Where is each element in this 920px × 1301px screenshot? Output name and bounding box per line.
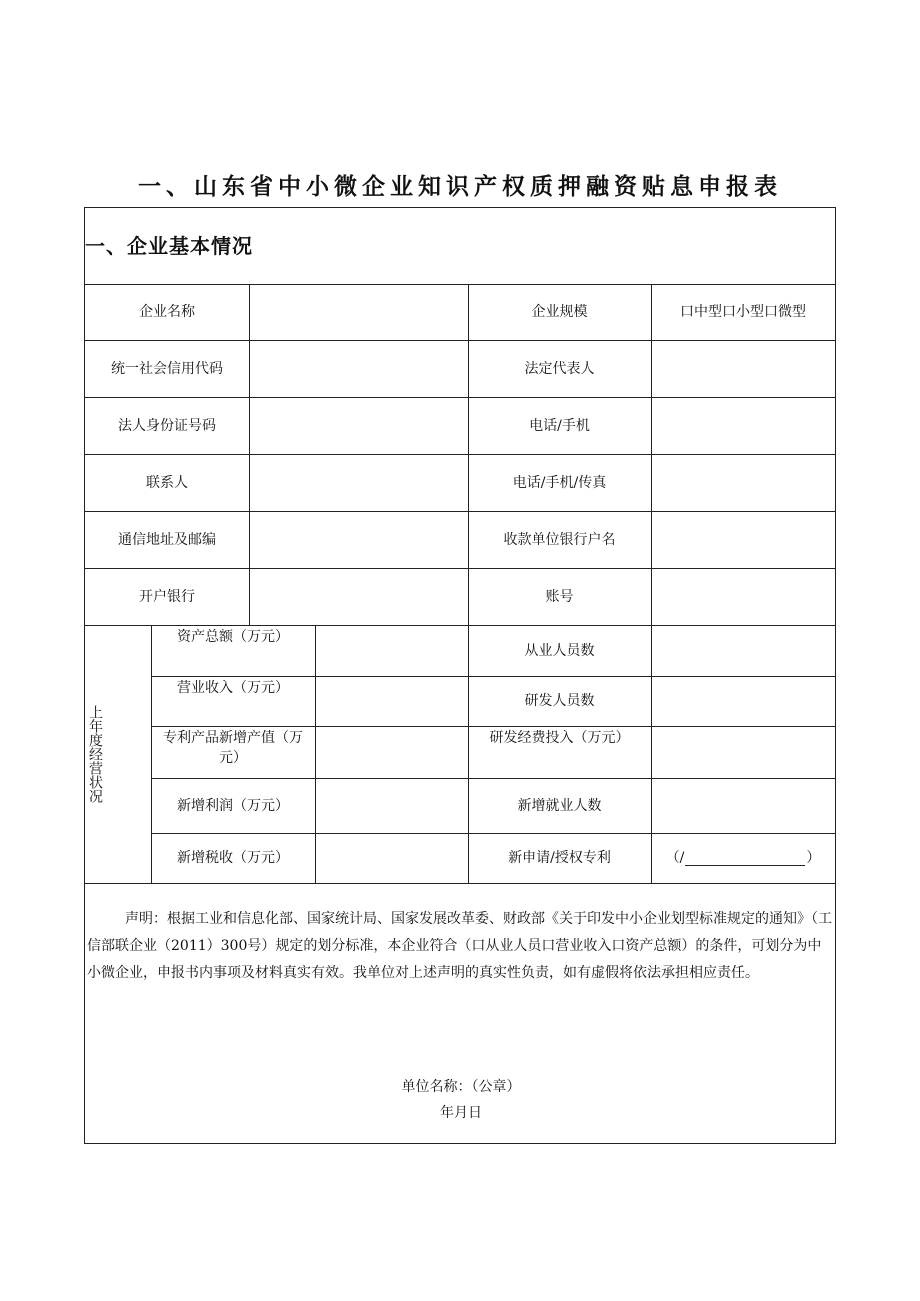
patent-blank-line[interactable] (685, 851, 805, 866)
input-rd-staff[interactable] (651, 676, 835, 726)
operations-group-label-text: 上年度经营状况 (87, 705, 103, 803)
label-bank-account-name: 收款单位银行户名 (503, 531, 616, 548)
label-patent-output: 专利产品新增产值（万元） (163, 730, 303, 766)
input-new-profit[interactable] (315, 778, 468, 833)
label-new-jobs: 新增就业人数 (517, 797, 602, 814)
label-legal-id: 法人身份证号码 (118, 417, 216, 434)
label-legal-phone: 电话/手机 (529, 417, 590, 434)
label-patents: 新申请/授权专利 (508, 850, 611, 866)
label-rd-staff: 研发人员数 (524, 693, 595, 709)
label-rd-investment: 研发经费投入（万元） (489, 730, 630, 746)
input-company-name[interactable] (249, 284, 468, 340)
application-form (84, 207, 836, 1144)
input-rd-investment[interactable] (651, 726, 835, 778)
input-credit-code[interactable] (249, 340, 468, 397)
label-company-name: 企业名称 (139, 304, 195, 320)
input-account-number[interactable] (651, 568, 835, 625)
input-total-assets[interactable] (315, 625, 468, 676)
label-account-number: 账号 (545, 588, 574, 605)
label-contact: 联系人 (146, 474, 188, 491)
label-new-tax: 新增税收（万元） (177, 850, 289, 866)
section-title: 一、企业基本情况 (85, 234, 253, 258)
label-credit-code: 统一社会信用代码 (111, 360, 223, 377)
signature-date: 年月日 (440, 1105, 482, 1121)
input-contact[interactable] (249, 454, 468, 511)
patent-close-paren: ） (806, 850, 821, 866)
document-title: 一、山东省中小微企业知识产权质押融资贴息申报表 (138, 173, 782, 200)
input-contact-phone[interactable] (651, 454, 835, 511)
label-company-scale: 企业规模 (531, 304, 588, 320)
input-revenue[interactable] (315, 676, 468, 726)
label-employees: 从业人员数 (524, 642, 595, 659)
operations-group-label (85, 626, 151, 882)
input-bank[interactable] (249, 568, 468, 625)
label-revenue: 营业收入（万元） (177, 680, 289, 696)
input-bank-account-name[interactable] (651, 511, 835, 568)
label-total-assets: 资产总额（万元） (177, 629, 289, 645)
checkbox-company-scale[interactable]: 口中型口小型口微型 (680, 304, 806, 320)
input-legal-rep[interactable] (651, 340, 835, 397)
input-patent-output[interactable] (315, 726, 468, 778)
input-legal-phone[interactable] (651, 397, 835, 454)
label-address: 通信地址及邮编 (118, 531, 216, 548)
input-address[interactable] (249, 511, 468, 568)
input-employees[interactable] (651, 625, 835, 676)
declaration-text: 声明：根据工业和信息化部、国家统计局、国家发展改革委、财政部《关于印发中小企业划型标准规定的通知》（工信部联企业（2011）300号）规定的划分标准，本企业符合（口从业人员口营业收入口资产总额）的条件，可划分为中小微企业，申报书内事项及材料真实有效。我单位对上述声明的真实性负责，如有虚假将依法承担相应责任。 (87, 911, 832, 981)
label-legal-rep: 法定代表人 (524, 360, 595, 377)
unit-name-seal: 单位名称：（公章） (401, 1079, 521, 1095)
row-divider (85, 883, 835, 884)
label-contact-phone: 电话/手机/传真 (512, 474, 607, 491)
input-patents[interactable] (651, 833, 835, 883)
input-new-jobs[interactable] (651, 778, 835, 833)
input-legal-id[interactable] (249, 397, 468, 454)
label-new-profit: 新增利润（万元） (177, 797, 289, 814)
input-new-tax[interactable] (315, 833, 468, 883)
patent-open-paren: （/ (665, 850, 685, 866)
label-bank: 开户银行 (139, 588, 195, 605)
